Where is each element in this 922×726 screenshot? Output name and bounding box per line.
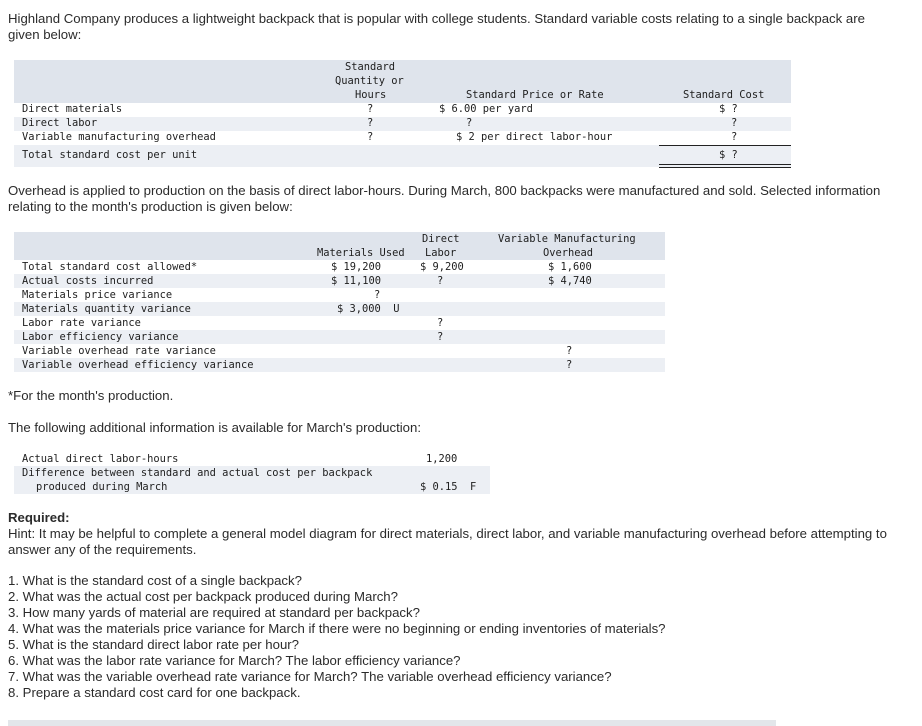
header-labor-line1: Direct bbox=[422, 233, 460, 245]
table2-row-materials: ? bbox=[374, 289, 381, 301]
table2-row-label: Total standard cost allowed* bbox=[22, 261, 198, 273]
table1-row-price: $ 6.00 per yard bbox=[439, 103, 533, 115]
table1-row-stripe bbox=[14, 117, 791, 131]
header-voh-line1: Variable Manufacturing bbox=[498, 233, 636, 245]
table1-row-qty: ? bbox=[367, 103, 374, 115]
table1-row-price: $ 2 per direct labor-hour bbox=[456, 131, 613, 143]
overhead-paragraph: Overhead is applied to production on the basis of direct labor-hours. During March, 800 backpacks were manufactured and sold. Selected information relating to the month's production is given below: bbox=[8, 183, 881, 214]
table1-row-cost: ? bbox=[731, 117, 738, 129]
table2-row-label: Variable overhead rate variance bbox=[22, 345, 216, 357]
table3-row-label: Actual direct labor-hours bbox=[22, 453, 179, 465]
list-item: 1. What is the standard cost of a single backpack? bbox=[8, 573, 302, 588]
table2-row-label: Labor efficiency variance bbox=[22, 331, 179, 343]
table2-row-voh: $ 1,600 bbox=[548, 261, 592, 273]
table2-row-label: Materials price variance bbox=[22, 289, 173, 301]
table1-total-cost: $ ? bbox=[719, 149, 738, 161]
list-item: 3. How many yards of material are required at standard per backpack? bbox=[8, 605, 420, 621]
table2-row-label: Labor rate variance bbox=[22, 317, 141, 329]
header-qty-line1: Standard bbox=[345, 61, 396, 73]
list-item: 4. What was the materials price variance for March if there were no beginning or ending inventories of materials? bbox=[8, 621, 666, 637]
header-price: Standard Price or Rate bbox=[466, 89, 604, 101]
required-heading: Required: bbox=[8, 510, 70, 525]
table2-row-label: Variable overhead efficiency variance bbox=[22, 359, 254, 371]
table1-row-label: Variable manufacturing overhead bbox=[22, 131, 216, 143]
table3-row-label-continued: produced during March bbox=[36, 481, 168, 493]
header-labor-line2: Labor bbox=[425, 247, 457, 259]
header-qty-line2: Quantity or bbox=[335, 75, 404, 87]
additional-info-paragraph: The following additional information is available for March's production: bbox=[8, 420, 422, 435]
table1-total-label: Total standard cost per unit bbox=[22, 149, 198, 161]
table1-row-price: ? bbox=[466, 117, 473, 129]
table2-row-materials: $ 11,100 bbox=[331, 275, 382, 287]
header-qty-line3: Hours bbox=[355, 89, 387, 101]
header-cost: Standard Cost bbox=[683, 89, 765, 101]
table1-row-label: Direct materials bbox=[22, 103, 123, 115]
list-item: 7. What was the variable overhead rate variance for March? The variable overhead efficiency variance? bbox=[8, 669, 612, 685]
subtotal-rule bbox=[659, 145, 791, 146]
total-double-rule-top bbox=[659, 164, 791, 165]
table2-row-voh: ? bbox=[566, 345, 573, 357]
list-item: 2. What was the actual cost per backpack produced during March? bbox=[8, 589, 398, 605]
list-item: 6. What was the labor rate variance for March? The labor efficiency variance? bbox=[8, 653, 461, 669]
table2-row-labor: ? bbox=[437, 331, 444, 343]
table2-row-labor: $ 9,200 bbox=[420, 261, 464, 273]
table2-row-materials: $ 19,200 bbox=[331, 261, 382, 273]
table3-row-value: $ 0.15 F bbox=[420, 481, 477, 493]
hint-paragraph: Hint: It may be helpful to complete a general model diagram for direct materials, direct labor, and variable manufacturing overhead before attempting to answer any of the requirements. bbox=[8, 526, 887, 557]
table1-row-qty: ? bbox=[367, 117, 374, 129]
table1-row-cost: ? bbox=[731, 131, 738, 143]
intro-paragraph: Highland Company produces a lightweight backpack that is popular with college students. Standard variable costs relating to a single backpack are given below: bbox=[8, 11, 865, 42]
list-item: 5. What is the standard direct labor rate per hour? bbox=[8, 637, 300, 653]
table3-row-label: Difference between standard and actual cost per backpack bbox=[22, 467, 373, 479]
table1-row-label: Direct labor bbox=[22, 117, 98, 129]
table1-row-cost: $ ? bbox=[719, 103, 738, 115]
table2-row-voh: ? bbox=[566, 359, 573, 371]
table2-row-label: Materials quantity variance bbox=[22, 303, 191, 315]
list-item: 8. Prepare a standard cost card for one backpack. bbox=[8, 685, 301, 701]
table2-row-labor: ? bbox=[437, 317, 444, 329]
total-double-rule-bottom bbox=[659, 167, 791, 168]
table2-row-voh: $ 4,740 bbox=[548, 275, 592, 287]
requirements-list bbox=[8, 573, 666, 701]
header-voh-line2: Overhead bbox=[543, 247, 594, 259]
header-materials: Materials Used bbox=[317, 247, 405, 259]
table1-row-qty: ? bbox=[367, 131, 374, 143]
footnote: *For the month's production. bbox=[8, 388, 174, 403]
table2-row-materials: $ 3,000 U bbox=[337, 303, 400, 315]
table2-row-label: Actual costs incurred bbox=[22, 275, 154, 287]
table2-row-labor: ? bbox=[437, 275, 444, 287]
bottom-divider-bar bbox=[8, 720, 776, 726]
table3-row-value: 1,200 bbox=[426, 453, 458, 465]
